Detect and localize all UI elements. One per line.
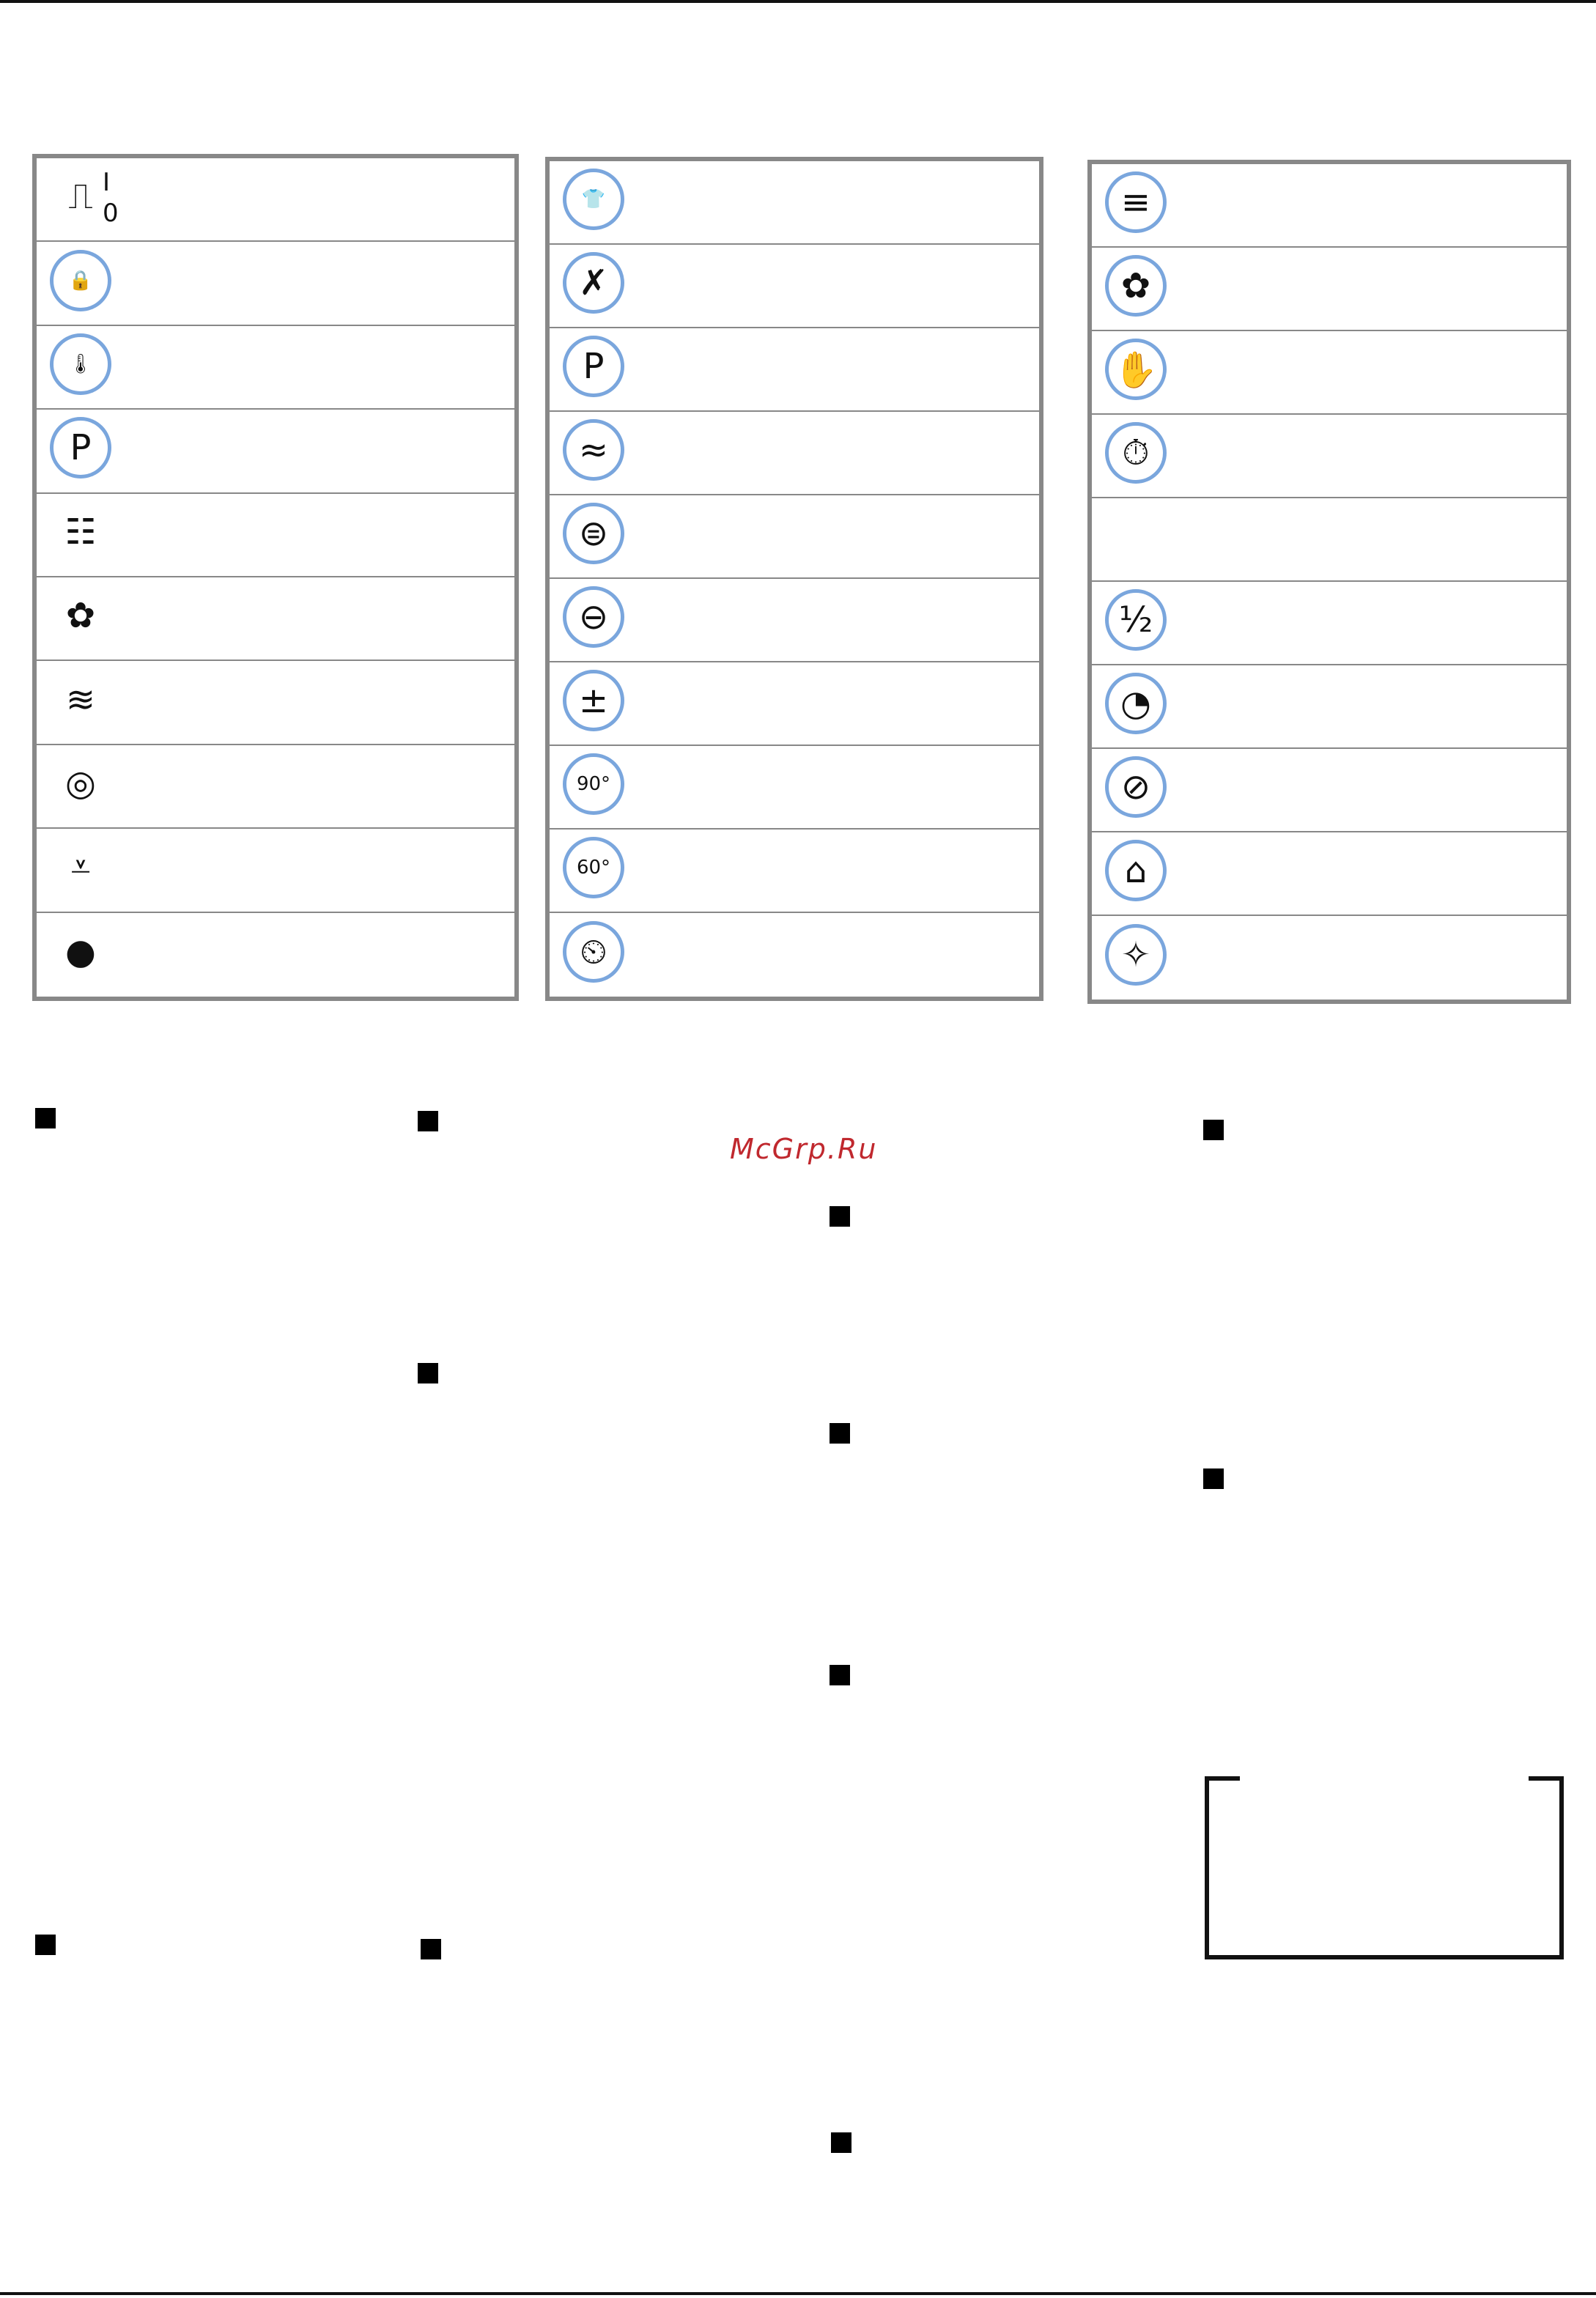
icon-glyph: 90° (576, 773, 611, 795)
icon-glyph: ● (65, 931, 96, 972)
symbols-table-2 (545, 157, 1043, 1001)
bullet-marker (35, 1108, 56, 1128)
power-label: I 0 (103, 168, 119, 229)
half-load-icon (1099, 583, 1178, 662)
symbol-row (37, 745, 514, 829)
bullet-marker (35, 1935, 56, 1955)
bullet-marker (831, 2132, 851, 2153)
icon-glyph: ≋ (65, 679, 96, 720)
shirt-plus-minus-icon (557, 664, 636, 743)
bullet-marker (421, 1939, 441, 1959)
icon-glyph: 🌡 (68, 352, 93, 375)
symbols-table-3 (1087, 160, 1571, 1004)
icon-glyph: ⌂ (1124, 850, 1148, 891)
icon-glyph: ✧ (1120, 934, 1151, 975)
rinse-tub-icon (44, 663, 123, 742)
symbol-row (1092, 582, 1567, 665)
symbol-row (550, 746, 1039, 830)
shirt-sparkle-icon (1099, 918, 1178, 997)
bullet-marker (830, 1423, 850, 1444)
symbols-table-1 (32, 154, 519, 1001)
bullet-marker (1203, 1468, 1224, 1489)
bullet-marker (418, 1363, 438, 1383)
bullet-marker (418, 1111, 438, 1131)
note-bracket-box (1205, 1776, 1564, 1959)
icon-glyph: ⩡ (70, 846, 91, 887)
symbol-row (1092, 331, 1567, 415)
symbol-row (550, 245, 1039, 328)
symbol-row (1092, 498, 1567, 582)
no-iron-icon (1099, 750, 1178, 830)
hand-wash-icon (1099, 333, 1178, 412)
symbol-row (37, 326, 514, 410)
quick-timer-icon (1099, 416, 1178, 495)
icon-glyph: ☷ (64, 511, 97, 553)
symbol-row (1092, 164, 1567, 248)
drain-icon (44, 830, 123, 909)
symbol-row (1092, 916, 1567, 1000)
symbol-row (37, 410, 514, 493)
symbol-row (1092, 749, 1567, 832)
symbol-row (37, 829, 514, 912)
icon-glyph: ⊘ (1120, 766, 1151, 808)
symbol-row (37, 158, 514, 242)
symbol-row (550, 913, 1039, 997)
power-on-off-icon (44, 160, 123, 239)
bracket-corner-left (1209, 1776, 1240, 1781)
symbol-row (550, 161, 1039, 245)
symbol-row (550, 830, 1039, 913)
symbol-row (1092, 248, 1567, 331)
icon-glyph: P (70, 427, 92, 469)
flower-prewash-icon (44, 579, 123, 658)
symbol-row (550, 579, 1039, 662)
symbol-row (1092, 832, 1567, 916)
symbol-row (37, 242, 514, 325)
icon-glyph: ✋ (1114, 349, 1158, 391)
shirt-flower-icon (1099, 249, 1178, 328)
symbol-row (37, 913, 514, 997)
tub-timer-icon (557, 915, 636, 994)
icon-glyph: ⊖ (578, 596, 609, 638)
shirt-no-iron-icon (557, 246, 636, 325)
icon-glyph: ◎ (65, 762, 96, 804)
icon-glyph: 👕 (581, 188, 606, 210)
top-rule (0, 0, 1596, 3)
wash-tub-icon (44, 495, 123, 574)
icon-glyph: ½ (1118, 599, 1153, 640)
bullet-marker (830, 1665, 850, 1685)
symbol-row (37, 577, 514, 661)
watermark: McGrp.Ru (730, 1133, 878, 1165)
icon-glyph: ≈ (578, 429, 609, 470)
filled-dot-icon (44, 915, 123, 994)
ball-icon (1099, 667, 1178, 746)
program-p-icon (44, 411, 123, 490)
icon-glyph: 🔒 (68, 269, 93, 292)
symbol-row (550, 495, 1039, 579)
bullet-marker (1203, 1120, 1224, 1140)
shirt-90-icon (557, 747, 636, 827)
icon-glyph: ✿ (1120, 265, 1151, 306)
symbol-row (550, 412, 1039, 495)
temperature-icon (44, 328, 123, 407)
spin-spiral-icon (44, 747, 123, 826)
bottom-rule (0, 2292, 1596, 2295)
icon-glyph: ◔ (1120, 683, 1151, 724)
shirt-water-icon (557, 413, 636, 492)
symbol-row (550, 662, 1039, 746)
icon-glyph: ⎍ (68, 175, 93, 217)
bracket-corner-right (1529, 1776, 1559, 1781)
icon-glyph: ✗ (578, 262, 609, 303)
tub-minus-icon (557, 580, 636, 660)
symbol-row (37, 494, 514, 577)
symbol-row (37, 661, 514, 745)
shirt-cotton-icon (557, 163, 636, 242)
iron-icon (1099, 834, 1178, 913)
icon-glyph: ⊜ (578, 513, 609, 554)
bullet-marker (830, 1206, 850, 1227)
child-lock-icon (44, 244, 123, 323)
icon-glyph: ≡ (1120, 182, 1151, 223)
symbol-row (550, 328, 1039, 412)
symbol-row (1092, 415, 1567, 498)
tub-extra-icon (557, 497, 636, 576)
symbol-row (1092, 665, 1567, 749)
icon-glyph: ⏱ (1122, 432, 1150, 473)
icon-glyph: ± (578, 680, 609, 721)
icon-glyph: ⏲ (580, 931, 607, 972)
shirt-60-icon (557, 831, 636, 910)
icon-glyph: P (583, 346, 605, 387)
shirt-quick-icon (1099, 166, 1178, 245)
icon-glyph: ✿ (65, 595, 96, 637)
shirt-p-icon (557, 330, 636, 409)
icon-glyph: 60° (576, 857, 611, 879)
